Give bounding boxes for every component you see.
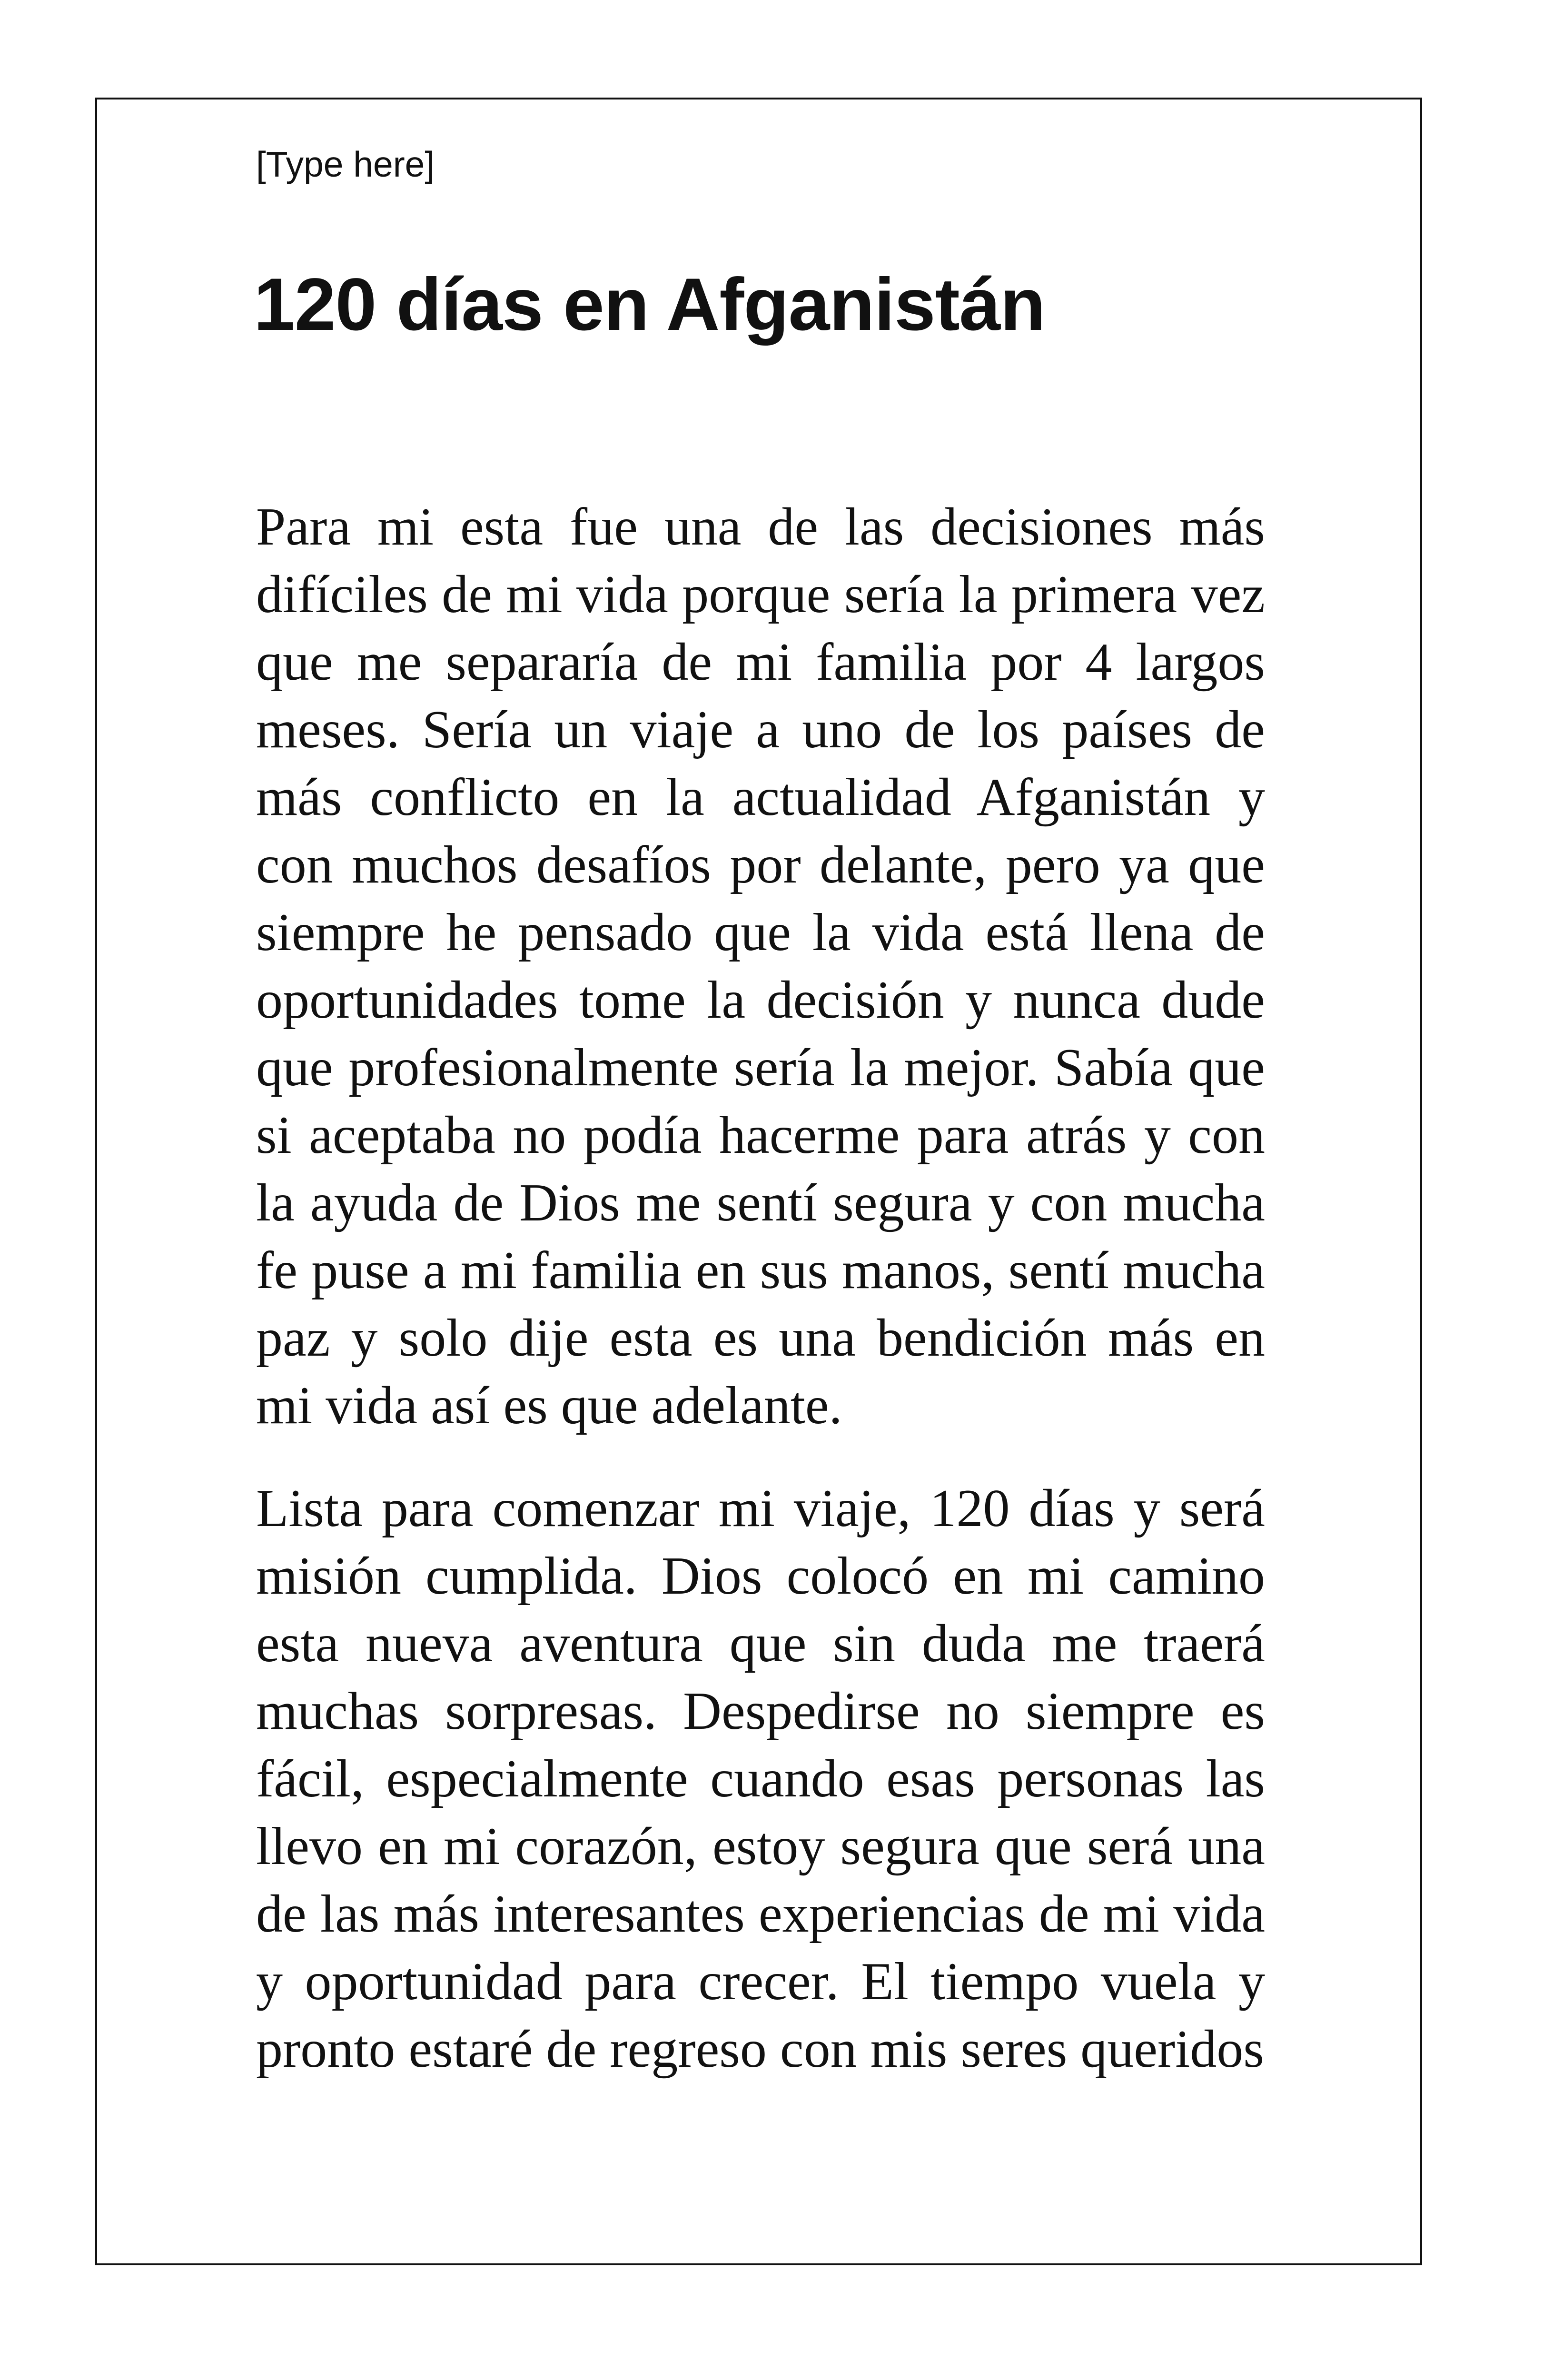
header-placeholder[interactable]: [Type here]: [256, 144, 435, 184]
document-title: 120 días en Afganistán: [254, 263, 1045, 346]
body-paragraph: Para mi esta fue una de las decisiones más difíciles de mi vida porque sería la primera vez que me separaría de mi familia por 4 largos meses. Sería un viaje a uno de los países de más conflicto en la actualidad Afganistán y con muchos desafíos por delante, pero ya que siempre he pensado que la vida está llena de oportunidades tome la decisión y nunca dude que profesionalmente sería la mejor. Sabía que si aceptaba no podía hacerme para atrás y con la ayuda de Dios me sentí segura y con mucha fe puse a mi familia en sus manos, sentí mucha paz y solo dije esta es una bendición más en mi vida así es que adelante.: [256, 497, 1265, 1435]
body-paragraph: Lista para comenzar mi viaje, 120 días y será misión cumplida. Dios colocó en mi camino esta nueva aventura que sin duda me traerá muchas sorpresas. Despedirse no siempre es fácil, especialmente cuando esas personas las llevo en mi corazón, estoy segura que será una de las más interesantes experiencias de mi vida y oportunidad para crecer. El tiempo vuela y pronto estaré de regreso con mis seres queridos: [256, 1479, 1265, 2079]
